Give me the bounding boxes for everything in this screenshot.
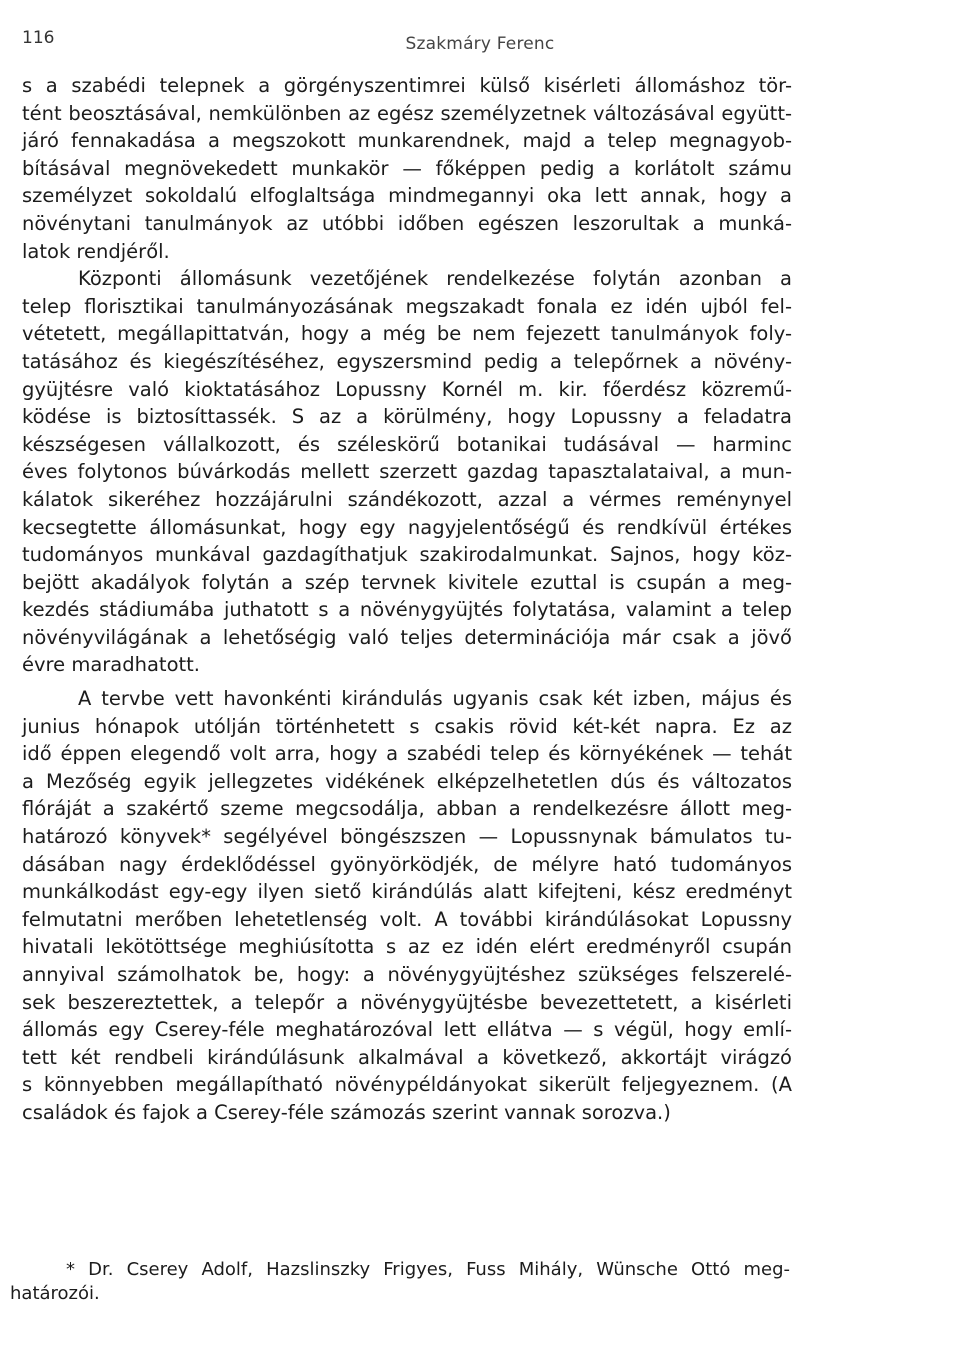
text-line: növénytani tanulmányok az utóbbi időben egészen leszorultak a munká- bbox=[22, 211, 792, 235]
footnote-line: határozói. bbox=[10, 1283, 100, 1304]
text-line: flóráját a szakértő szeme megcsodálja, abban a rendelkezésre állott meg- bbox=[22, 797, 792, 821]
text-line: felmutatni merőben lehetetlenség volt. A további kirándúlásokat Lopussny bbox=[22, 907, 792, 931]
page-header bbox=[0, 22, 960, 62]
text-line: hivatali lekötöttsége meghiúsította s az ez idén elért eredményről csupán bbox=[22, 935, 792, 959]
text-line: bításával megnövekedett munkakör — főképpen pedig a korlátolt számu bbox=[22, 156, 792, 180]
text-line: kálatok sikeréhez hozzájárulni szándékozott, azzal a vérmes reménynyel bbox=[22, 487, 792, 511]
text-line: Központi állomásunk vezetőjének rendelkezése folytán azonban a bbox=[78, 267, 792, 291]
text-line: vétetett, megállapittatván, hogy a még be nem fejezett tanulmányok foly- bbox=[22, 322, 792, 346]
paragraph bbox=[22, 72, 792, 265]
text-line: munkálkodást egy-egy ilyen siető kirándúlás alatt kifejteni, kész eredményt bbox=[22, 880, 792, 904]
text-line: növényvilágának a lehetőségig való teljes determinációja már csak a jövő bbox=[22, 625, 792, 649]
text-line: A tervbe vett havonkénti kirándulás ugyanis csak két izben, május és bbox=[78, 687, 792, 711]
text-line: s a szabédi telepnek a görgényszentimrei külső kisérleti állomáshoz tör- bbox=[22, 74, 792, 97]
text-line: bejött akadályok folytán a szép tervnek kivitele ezuttal is csupán a meg- bbox=[22, 570, 792, 594]
paragraph bbox=[22, 685, 792, 1127]
text-line: junius hónapok utólján történhetett s csakis rövid két-két napra. Ez az bbox=[22, 714, 792, 738]
text-line: tett két rendbeli kirándúlásunk alkalmával a következő, akkortájt virágzó bbox=[22, 1045, 792, 1069]
text-line: éves folytonos búvárkodás mellett szerzett gazdag tapasztalataival, a mun- bbox=[22, 460, 792, 484]
text-line: latok rendjéről. bbox=[22, 239, 170, 263]
text-line: idő éppen elegendő volt arra, hogy a szabédi telep és környékének — tehát bbox=[22, 742, 792, 766]
text-line: dásában nagy érdeklődéssel gyönyörködjék, de mélyre ható tudományos bbox=[22, 852, 792, 876]
body-text bbox=[22, 72, 792, 1127]
page-number: 116 bbox=[22, 28, 55, 48]
paragraph bbox=[22, 265, 792, 679]
text-line: annyival számolhatok be, hogy: a növénygyüjtéshez szükséges felszerelé- bbox=[22, 963, 792, 986]
text-line: készségesen vállalkozott, és széleskörű botanikai tudásával — harminc bbox=[22, 432, 792, 456]
text-line: személyzet sokoldalú elfoglaltsága mindmegannyi oka lett annak, hogy a bbox=[22, 184, 792, 208]
text-line: évre maradhatott. bbox=[22, 653, 200, 677]
text-line: állomás egy Cserey-féle meghatározóval lett ellátva — s végül, hogy emlí- bbox=[22, 1018, 792, 1042]
text-line: gyüjtésre való kioktatásához Lopussny Kornél m. kir. főerdész közremű- bbox=[22, 377, 792, 401]
text-line: tatásához és kiegészítéséhez, egyszersmind pedig a telepőrnek a növény- bbox=[22, 349, 792, 373]
footnote-line: * Dr. Cserey Adolf, Hazslinszky Frigyes, Fuss Mihály, Wünsche Ottó meg- bbox=[66, 1259, 790, 1280]
text-line: s könnyebben megállapítható növénypéldányokat sikerült feljegyeznem. (A bbox=[22, 1073, 792, 1097]
text-line: a Mezőség egyik jellegzetes vidékének elképzelhetetlen dús és változatos bbox=[22, 769, 792, 793]
footnote bbox=[10, 1258, 790, 1306]
running-head: Szakmáry Ferenc bbox=[405, 34, 555, 54]
text-line: telep florisztikai tanulmányozásának megszakadt fonala ez idén ujból fel- bbox=[22, 294, 792, 318]
text-line: családok és fajok a Cserey-féle számozás szerint vannak sorozva.) bbox=[22, 1100, 671, 1124]
text-line: ködése is biztosíttassék. S az a körülmény, hogy Lopussny a feladatra bbox=[22, 405, 792, 429]
text-line: tudományos munkával gazdagíthatjuk szakirodalmunkat. Sajnos, hogy köz- bbox=[22, 543, 792, 567]
text-line: tént beosztásával, nemkülönben az egész személyzetnek változásával együtt- bbox=[22, 101, 792, 125]
text-line: határozó könyvek* segélyével böngészszen — Lopussnynak bámulatos tu- bbox=[22, 825, 792, 849]
text-line: kezdés stádiumába juthatott s a növénygyüjtés folytatása, valamint a telep bbox=[22, 598, 792, 622]
text-line: sek beszereztettek, a telepőr a növénygyüjtésbe bevezettetett, a kisérleti bbox=[22, 990, 792, 1014]
text-line: járó fennakadása a megszokott munkarendnek, majd a telep megnagyob- bbox=[22, 129, 792, 153]
text-line: kecsegtette állomásunkat, hogy egy nagyjelentőségű és rendkívül értékes bbox=[22, 515, 792, 539]
